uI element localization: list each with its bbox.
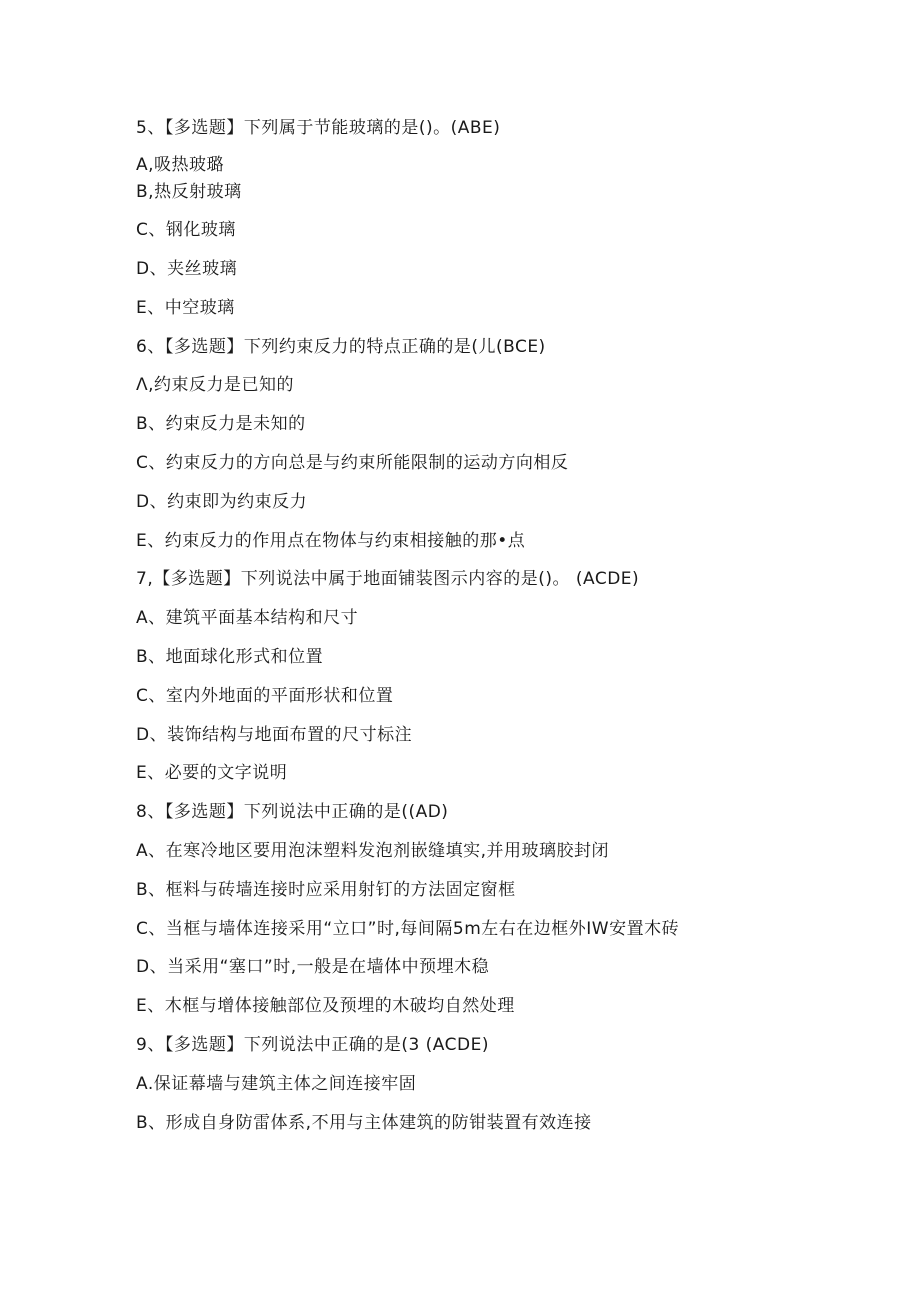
question-6-option-b: B、约束反力是未知的 [136,414,306,434]
question-5-option-e: E、中空玻璃 [136,298,235,318]
question-9-option-a: A.保证幕墙与建筑主体之间连接牢固 [136,1074,417,1094]
question-8-option-e: E、木框与增体接触部位及预埋的木破均自然处理 [136,996,515,1016]
question-7-option-e: E、必要的文字说明 [136,763,288,783]
question-9-stem: 9、【多选题】下列说法中正确的是(3 (ACDE) [136,1035,489,1055]
question-7-stem: 7,【多选题】下列说法中属于地面铺装图示内容的是()。 (ACDE) [136,569,640,589]
question-6-option-d: D、约束即为约束反力 [136,492,308,512]
question-8-stem: 8、【多选题】下列说法中正确的是((AD) [136,802,449,822]
question-5-option-b: B,热反射玻璃 [136,182,242,202]
question-7-option-d: D、装饰结构与地面布置的尺寸标注 [136,725,413,745]
question-5-option-c: C、钢化玻璃 [136,220,236,240]
question-5-option-d: D、夹丝玻璃 [136,259,238,279]
question-8-option-b: B、框料与砖墙连接时应采用射钉的方法固定窗框 [136,880,516,900]
question-7-option-b: B、地面球化形式和位置 [136,647,324,667]
question-6-option-a: Λ,约束反力是已知的 [136,375,295,395]
question-9-option-b: B、形成自身防雷体系,不用与主体建筑的防钳装置有效连接 [136,1113,592,1133]
question-7-option-c: C、室内外地面的平面形状和位置 [136,686,394,706]
question-5-option-a: A,吸热玻璐 [136,155,225,175]
question-6-option-c: C、约束反力的方向总是与约束所能限制的运动方向相反 [136,453,569,473]
question-5-stem: 5、【多选题】下列属于节能玻璃的是()。(ABE) [136,118,501,138]
question-8-option-d: D、当采用“塞口”时,一般是在墙体中预埋木稳 [136,957,490,977]
question-6-stem: 6、【多选题】下列约束反力的特点正确的是(儿(BCE) [136,337,546,357]
question-7-option-a: A、建筑平面基本结构和尺寸 [136,608,359,628]
question-6-option-e: E、约束反力的作用点在物体与约束相接触的那•点 [136,531,526,551]
question-8-option-c: C、当框与墙体连接采用“立口”时,每间隔5m左右在边框外IW安置木砖 [136,919,680,939]
question-8-option-a: A、在寒冷地区要用泡沫塑料发泡剂嵌缝填实,并用玻璃胶封闭 [136,841,610,861]
